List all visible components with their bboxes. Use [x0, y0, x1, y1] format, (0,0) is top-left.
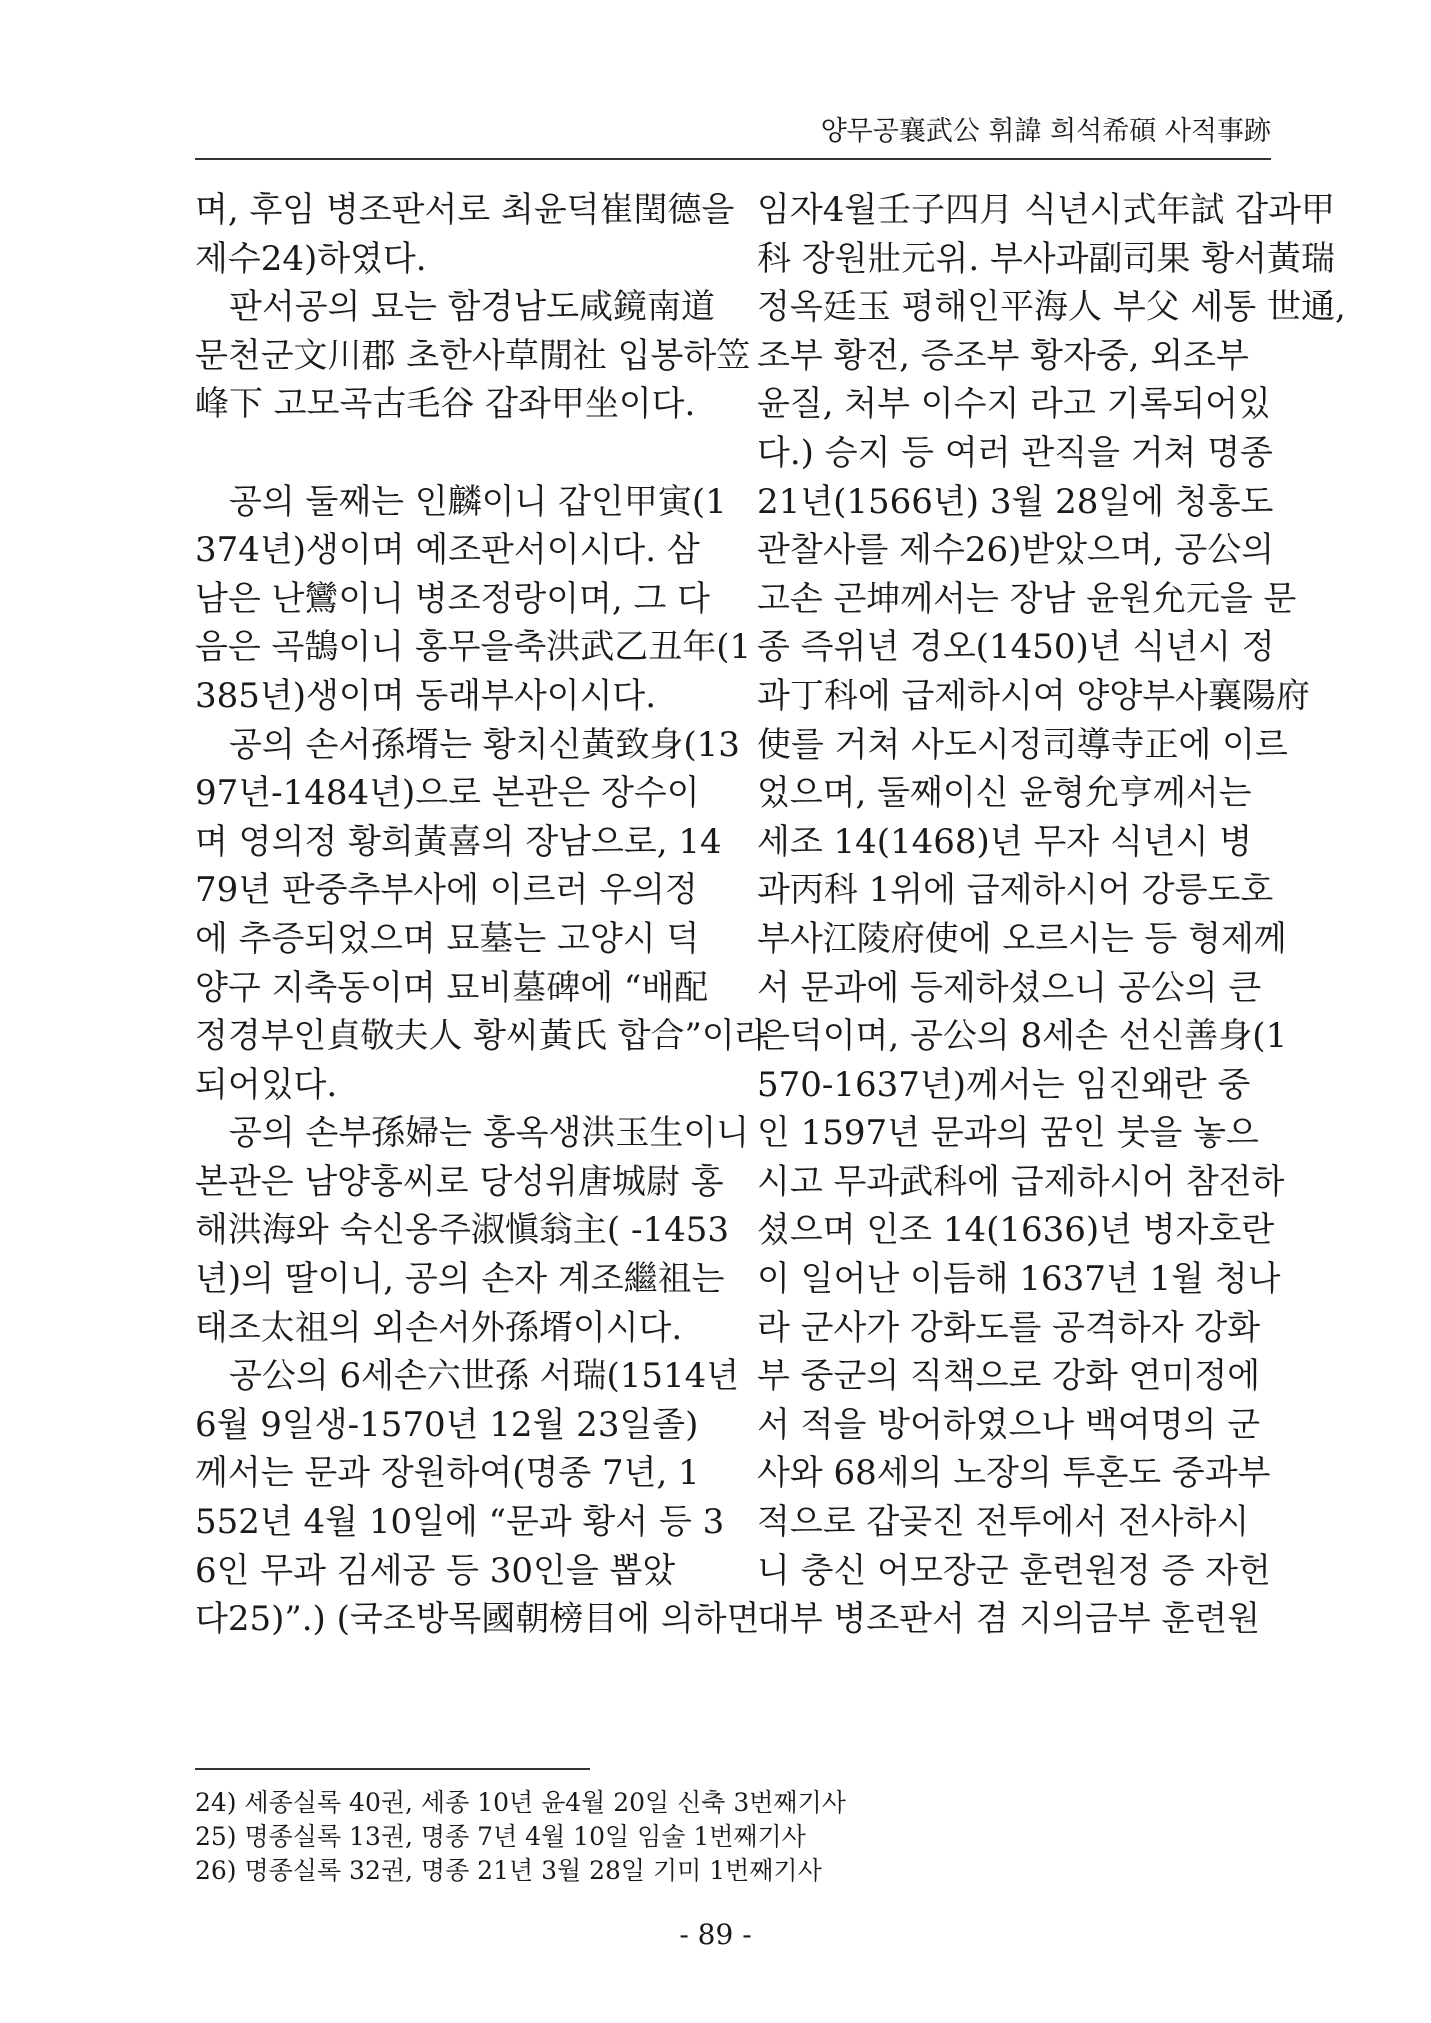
right-column-line: 서 적을 방어하였으나 백여명의 군: [757, 1404, 1261, 1445]
footnotes-line: 25) 명종실록 13권, 명종 7년 4월 10일 임술 1번째기사: [195, 1822, 806, 1851]
left-column-line: [195, 429, 720, 478]
right-column-line: 科 장원壯元위. 부사과副司果 황서黃瑞: [757, 238, 1335, 279]
left-column-line: 문천군文川郡 초한사草閒社 입봉하笠: [195, 335, 751, 376]
header-title: 양무공襄武公 휘諱 희석希碩 사적事跡: [820, 116, 1271, 147]
left-column-line: 본관은 남양홍씨로 당성위唐城尉 홍: [195, 1161, 724, 1202]
left-column-line: 해洪海와 숙신옹주淑愼翁主( -1453: [195, 1210, 729, 1251]
right-column-line: 570-1637년)께서는 임진왜란 중: [757, 1064, 1251, 1105]
left-column-line: 정경부인貞敬夫人 황씨黃氏 합合”이라: [195, 1016, 768, 1057]
right-column-line: 다.) 승지 등 여러 관직을 거쳐 명종: [757, 432, 1273, 473]
right-column-line: 使를 거쳐 사도시정司導寺正에 이르: [757, 724, 1288, 765]
right-column-line: 종 즉위년 경오(1450)년 식년시 정: [757, 627, 1275, 668]
right-column-line: 윤질, 처부 이수지 라고 기록되어있: [757, 384, 1271, 425]
right-text-column: [757, 186, 1346, 1644]
right-column-line: 셨으며 인조 14(1636)년 병자호란: [757, 1210, 1275, 1251]
left-column-line: 97년-1484년)으로 본관은 장수이: [195, 773, 700, 814]
right-column-line: 은덕이며, 공公의 8세손 선신善身(1: [757, 1016, 1288, 1057]
right-column-line: 었으며, 둘째이신 윤형允亨께서는: [757, 773, 1252, 814]
right-column-line: 과丁科에 급제하시여 양양부사襄陽府: [757, 675, 1310, 716]
right-column-line: 인 1597년 문과의 꿈인 붓을 놓으: [757, 1113, 1259, 1154]
left-column-line: 공公의 6세손六世孫 서瑞(1514년: [195, 1356, 740, 1397]
left-column-line: 께서는 문과 장원하여(명종 7년, 1: [195, 1453, 700, 1494]
left-column-line: 며, 후임 병조판서로 최윤덕崔閏德을: [195, 190, 735, 230]
left-column-line: 552년 4월 10일에 “문과 황서 등 3: [195, 1502, 725, 1543]
left-column-line: 6월 9일생-1570년 12월 23일졸): [195, 1404, 699, 1445]
right-column-line: 라 군사가 강화도를 공격하자 강화: [757, 1307, 1261, 1348]
right-column-line: 정옥廷玉 평해인平海人 부父 세통 世通,: [757, 287, 1346, 328]
left-column-line: 태조太祖의 외손서外孫壻이시다.: [195, 1307, 683, 1348]
footnotes-line: 24) 세종실록 40권, 세종 10년 윤4월 20일 신축 3번째기사: [195, 1788, 846, 1817]
right-column-line: 21년(1566년) 3월 28일에 청홍도: [757, 481, 1274, 522]
right-column-line: 임자4월壬子四月 식년시式年試 갑과甲: [757, 190, 1335, 230]
left-column-line: 374년)생이며 예조판서이시다. 삼: [195, 530, 700, 571]
page-number: - 89 -: [679, 1918, 752, 1951]
right-column-line: 부사江陵府使에 오르시는 등 형제께: [757, 918, 1287, 959]
left-column-line: 385년)생이며 동래부사이시다.: [195, 675, 657, 716]
left-column-line: 되어있다.: [195, 1064, 338, 1105]
left-column-line: 양구 지축동이며 묘비墓碑에 “배配: [195, 967, 709, 1008]
left-column-line: 며 영의정 황희黃喜의 장남으로, 14: [195, 821, 722, 862]
footnote-divider: [195, 1768, 590, 1770]
right-column-line: 니 충신 어모장군 훈련원정 증 자헌: [757, 1550, 1271, 1591]
left-column-line: 공의 손서孫壻는 황치신黃致身(13: [195, 724, 740, 765]
left-column-line: 峰下 고모곡古毛谷 갑좌甲坐이다.: [195, 384, 696, 425]
footnotes-line: 26) 명종실록 32권, 명종 21년 3월 28일 기미 1번째기사: [195, 1856, 822, 1885]
right-column-line: 시고 무과武科에 급제하시어 참전하: [757, 1161, 1285, 1202]
left-column-line: 다25)”.) (국조방목國朝榜目에 의하면: [195, 1599, 760, 1640]
right-column-line: 조부 황전, 증조부 황자중, 외조부: [757, 335, 1249, 376]
right-column-line: 적으로 갑곶진 전투에서 전사하시: [757, 1502, 1250, 1543]
left-text-column: [195, 186, 768, 1644]
footnotes: [195, 1786, 1275, 1888]
right-column-line: 서 문과에 등제하셨으니 공公의 큰: [757, 967, 1262, 1008]
right-column-line: 대부 병조판서 겸 지의금부 훈련원: [757, 1599, 1261, 1640]
left-column-line: 년)의 딸이니, 공의 손자 계조繼祖는: [195, 1259, 725, 1300]
left-column-line: 79년 판중추부사에 이르러 우의정: [195, 870, 698, 911]
left-column-line: 6인 무과 김세공 등 30인을 뽑았: [195, 1550, 676, 1591]
right-column-line: 이 일어난 이듬해 1637년 1월 청나: [757, 1259, 1281, 1300]
right-column-line: 부 중군의 직책으로 강화 연미정에: [757, 1356, 1261, 1397]
left-column-line: 에 추증되었으며 묘墓는 고양시 덕: [195, 918, 700, 959]
right-column-line: 사와 68세의 노장의 투혼도 중과부: [757, 1453, 1271, 1494]
right-column-line: 세조 14(1468)년 무자 식년시 병: [757, 821, 1253, 862]
right-column-line: 고손 곤坤께서는 장남 윤원允元을 문: [757, 578, 1297, 619]
left-column-line: 판서공의 묘는 함경남도咸鏡南道: [195, 287, 716, 328]
running-header: [195, 112, 1271, 160]
right-column-line: 과丙科 1위에 급제하시어 강릉도호: [757, 870, 1274, 911]
left-column-line: 공의 손부孫婦는 홍옥생洪玉生이니: [195, 1113, 750, 1154]
right-column-line: 관찰사를 제수26)받았으며, 공公의: [757, 530, 1275, 571]
left-column-line: 공의 둘째는 인麟이니 갑인甲寅(1: [195, 481, 727, 522]
left-column-line: 남은 난鸞이니 병조정랑이며, 그 다: [195, 578, 711, 619]
left-column-line: 제수24)하였다.: [195, 238, 427, 279]
left-column-line: 음은 곡鵠이니 홍무을축洪武乙丑年(1: [195, 627, 752, 668]
